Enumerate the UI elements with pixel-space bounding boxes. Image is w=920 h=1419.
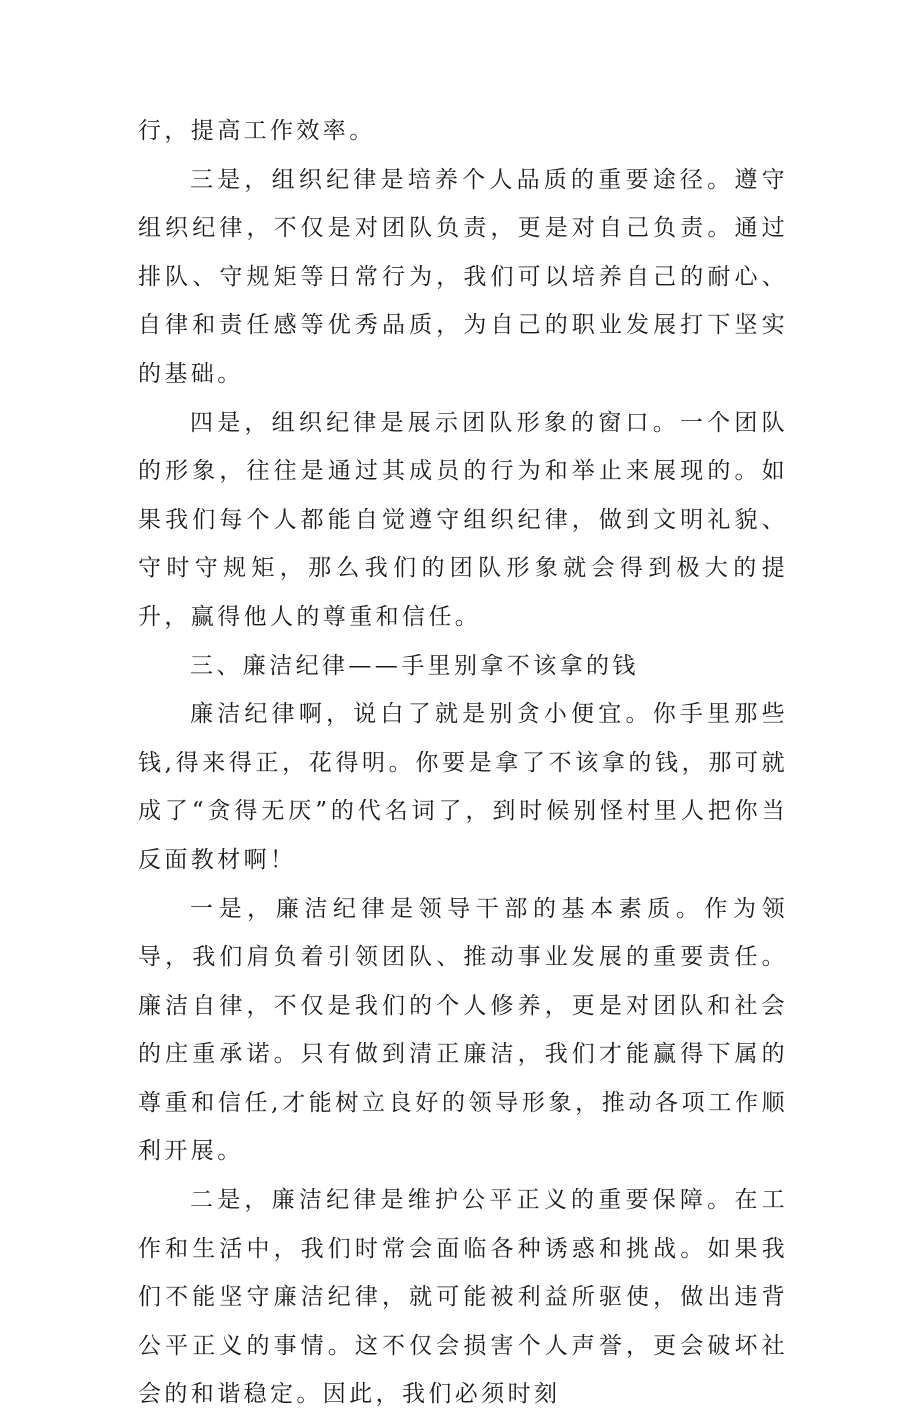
paragraph-point-two: 二是，廉洁纪律是维护公平正义的重要保障。在工作和生活中，我们时常会面临各种诱惑和挑战。如果我们不能坚守廉洁纪律，就可能被利益所驱使，做出违背公平正义的事情。这不仅会损害个人声誉，更会破坏社会的和谐稳定。因此，我们必须时刻 (138, 1187, 788, 1408)
paragraph-point-four: 四是，组织纪律是展示团队形象的窗口。一个团队的形象，往往是通过其成员的行为和举止来展现的。如果我们每个人都能自觉遵守组织纪律，做到文明礼貌、守时守规矩，那么我们的团队形象就会得到极大的提升，赢得他人的尊重和信任。 (138, 409, 788, 630)
section-heading: 三、廉洁纪律——手里别拿不该拿的钱 (190, 652, 639, 679)
paragraph-point-three: 三是，组织纪律是培养个人品质的重要途径。遵守组织纪律，不仅是对团队负责，更是对自己负责。通过排队、守规矩等日常行为，我们可以培养自己的耐心、自律和责任感等优秀品质，为自己的职业发展打下坚实的基础。 (138, 166, 788, 387)
document-page (138, 107, 788, 1419)
paragraph-point-one: 一是，廉洁纪律是领导干部的基本素质。作为领导，我们肩负着引领团队、推动事业发展的重要责任。廉洁自律，不仅是我们的个人修养，更是对团队和社会的庄重承诺。只有做到清正廉洁，我们才能赢得下属的尊重和信任,才能树立良好的领导形象，推动各项工作顺利开展。 (138, 895, 788, 1165)
paragraph-continuation: 行，提高工作效率。 (138, 118, 376, 144)
paragraph-intro: 廉洁纪律啊，说白了就是别贪小便宜。你手里那些钱,得来得正，花得明。你要是拿了不该拿的钱，那可就成了“贪得无厌”的代名词了，到时候别怪村里人把你当反面教材啊！ (138, 701, 788, 873)
